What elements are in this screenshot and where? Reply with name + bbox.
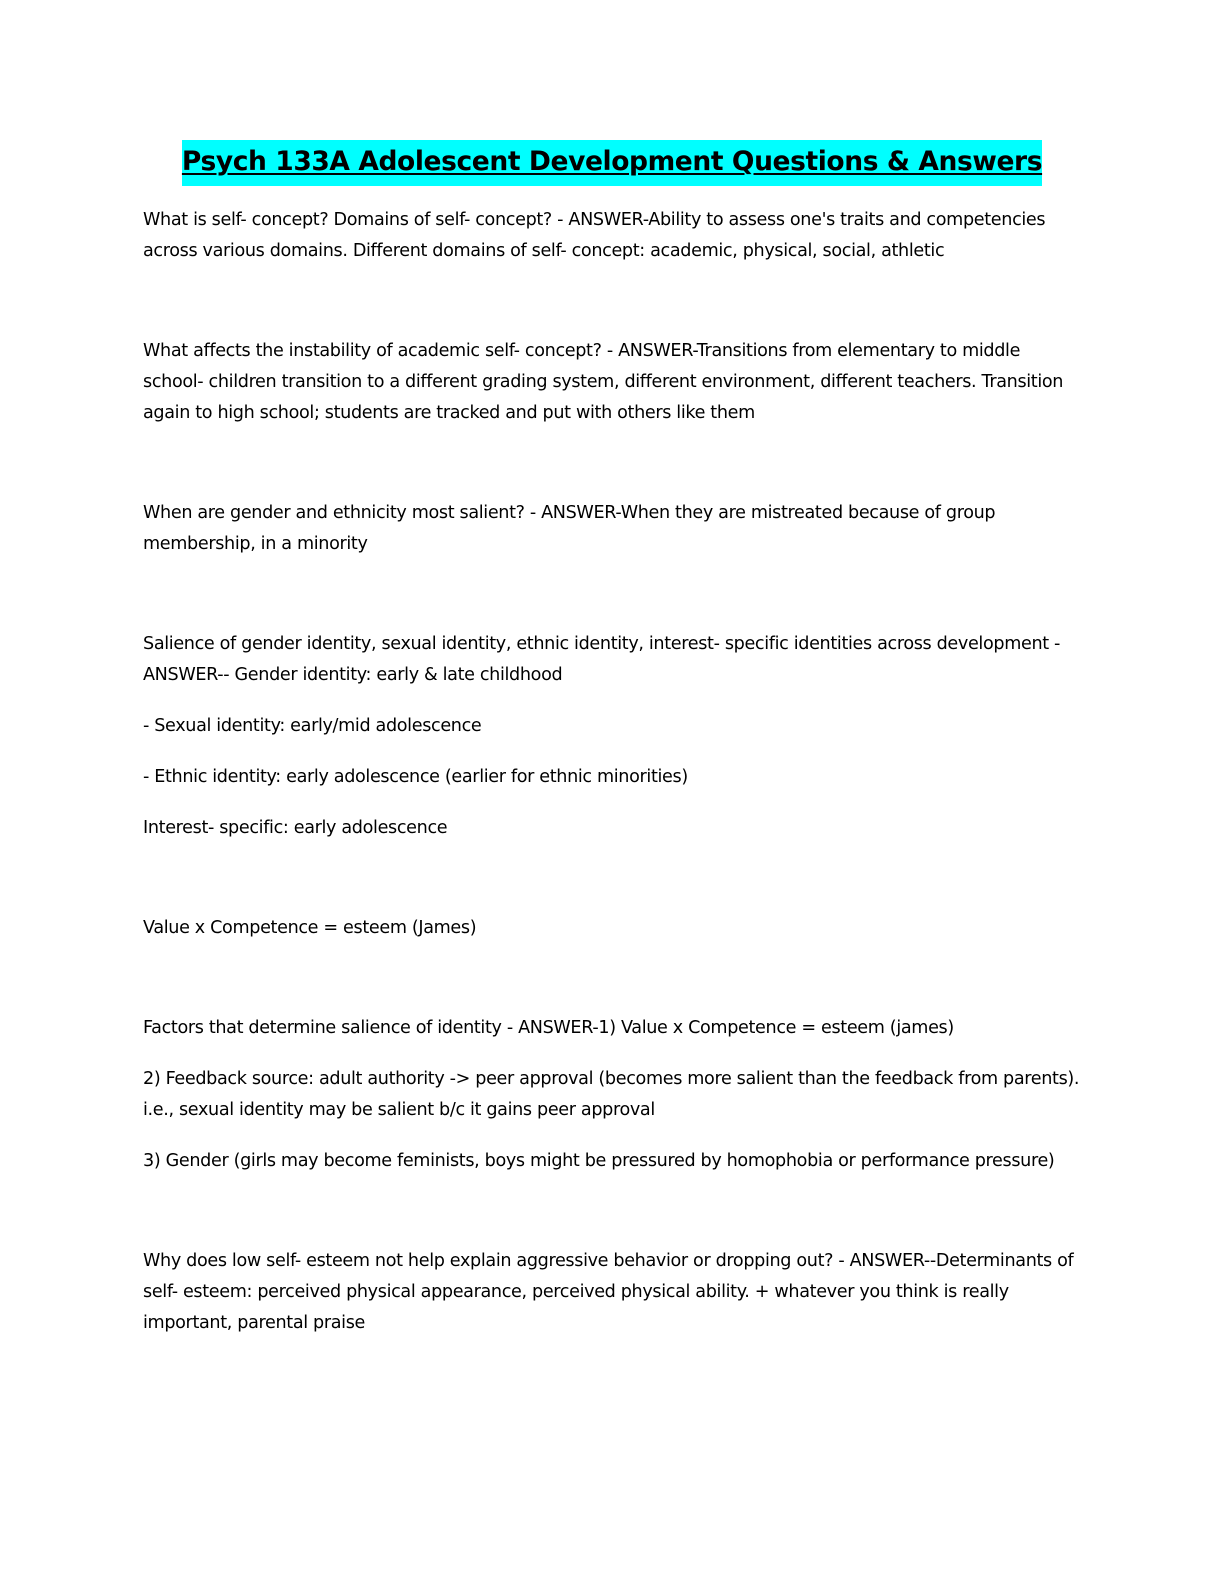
title-container — [0, 140, 1224, 186]
list-item-feedback-source: 2) Feedback source: adult authority -> peer approval (becomes more salient than the feedback from parents). i.e., sexual identity may be salient b/c it gains peer approval — [143, 1069, 1080, 1120]
qa-entry-value-competence: Value x Competence = esteem (James) — [143, 918, 477, 938]
list-item-interest-specific: Interest- specific: early adolescence — [143, 818, 448, 838]
qa-entry-identity-salience: Salience of gender identity, sexual identity, ethnic identity, interest- specific identities across development - ANSWER-- Gender identity: early & late childhood — [143, 634, 1061, 685]
qa-entry-low-self-esteem: Why does low self- esteem not help explain aggressive behavior or dropping out? - ANSWER--Determinants of self- esteem: perceived physical appearance, perceived physical ability. + whatever you think is really important, parental praise — [143, 1251, 1074, 1333]
document-title: Psych 133A Adolescent Development Questions & Answers — [182, 140, 1042, 186]
qa-entry-academic-instability: What affects the instability of academic self- concept? - ANSWER-Transitions from elementary to middle school- children transition to a different grading system, different environment, different teachers. Transition again to high school; students are tracked and put with others like them — [143, 341, 1064, 423]
list-item-ethnic-identity: - Ethnic identity: early adolescence (earlier for ethnic minorities) — [143, 767, 688, 787]
list-item-sexual-identity: - Sexual identity: early/mid adolescence — [143, 716, 482, 736]
qa-content — [143, 205, 1083, 1339]
list-item-gender: 3) Gender (girls may become feminists, boys might be pressured by homophobia or performance pressure) — [143, 1151, 1055, 1171]
qa-entry-salience-gender-ethnicity: When are gender and ethnicity most salient? - ANSWER-When they are mistreated because of group membership, in a minority — [143, 503, 996, 554]
qa-entry-salience-factors: Factors that determine salience of identity - ANSWER-1) Value x Competence = esteem (james) — [143, 1018, 954, 1038]
qa-entry-self-concept: What is self- concept? Domains of self- concept? - ANSWER-Ability to assess one's traits and competencies across various domains. Different domains of self- concept: academic, physical, social, athletic — [143, 210, 1046, 261]
